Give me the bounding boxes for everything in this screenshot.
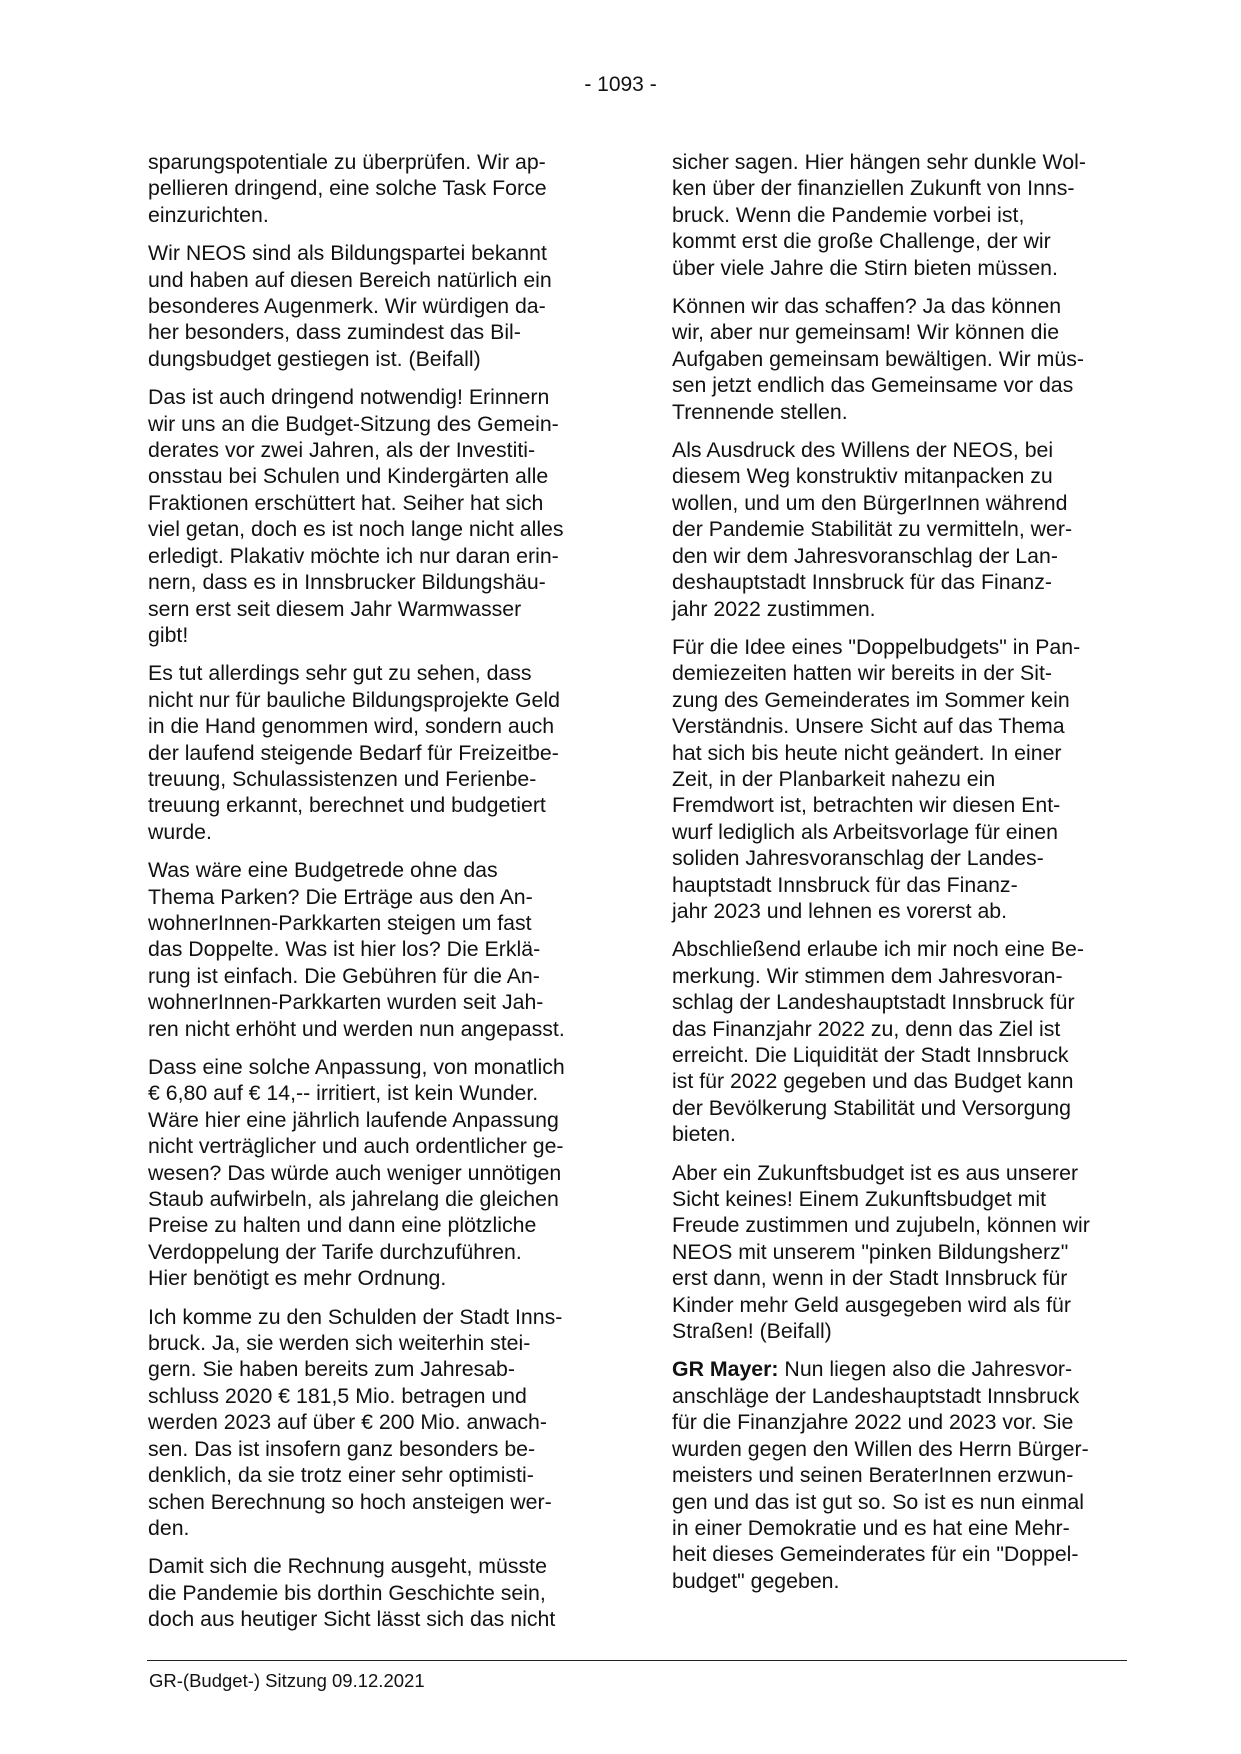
paragraph: Aber ein Zukunftsbudget ist es aus unserer Sicht keines! Einem Zukunftsbudget mit Freude zustimmen und zujubeln, können wir NEOS mit unserem "pinken Bildungsherz" erst dann, wenn in der Stadt Innsbruck für Kinder mehr Geld ausgegeben wird als für Straßen! (Beifall) [672, 1160, 1090, 1344]
paragraph: sicher sagen. Hier hängen sehr dunkle Wol- ken über der finanziellen Zukunft von Inns- bruck. Wenn die Pandemie vorbei ist, kommt erst die große Challenge, der wir über viele Jahre die Stirn bieten müssen. [672, 150, 1086, 280]
paragraph: Es tut allerdings sehr gut zu sehen, dass nicht nur für bauliche Bildungsprojekte Geld in die Hand genommen wird, sondern auch der laufend steigende Bedarf für Freizeitbe- treuung, Schulassistenzen und Ferienbe- treuung erkannt, berechnet und budgetiert wurde. [148, 661, 560, 844]
speech-text: Nun liegen also die Jahresvor- anschläge der Landeshauptstadt Innsbruck für die Finanzjahre 2022 und 2023 vor. Sie wurden gegen den Willen des Herrn Bürger- meisters und seinen BeraterInnen erzwun- gen und das ist gut so. So ist es nun einmal in einer Demokratie und es hat eine Mehr- heit dieses Gemeinderates für ein "Doppel- budget" gegeben. [672, 1357, 1089, 1593]
paragraph: Damit sich die Rechnung ausgeht, müsste die Pandemie bis dorthin Geschichte sein, doch aus heutiger Sicht lässt sich das nicht [148, 1554, 556, 1632]
paragraph: Wir NEOS sind als Bildungspartei bekannt und haben auf diesen Bereich natürlich ein besonderes Augenmerk. Wir würdigen da- her besonders, dass zumindest das Bil- dungsbudget gestiegen ist. (Beifall) [148, 241, 552, 371]
paragraph: Dass eine solche Anpassung, von monatlich € 6,80 auf € 14,-- irritiert, ist kein Wunder. Wäre hier eine jährlich laufende Anpassung nicht verträglicher und auch ordentlicher ge- wesen? Das würde auch weniger unnötigen Staub aufwirbeln, als jahrelang die gleichen Preise zu halten und dann eine plötzliche Verdoppelung der Tarife durchzuführen. Hier benötigt es mehr Ordnung. [148, 1055, 565, 1291]
speech-paragraph [672, 1356, 1124, 1594]
paragraph: Das ist auch dringend notwendig! Erinnern wir uns an die Budget-Sitzung des Gemein- derates vor zwei Jahren, als der Investiti- onsstau bei Schulen und Kindergärten alle Fraktionen erschüttert hat. Seiher hat sich viel getan, doch es ist noch lange nicht alles erledigt. Plakativ möchte ich nur daran erin- nern, dass es in Innsbrucker Bildungshäu- sern erst seit diesem Jahr Warmwasser gibt! [148, 385, 564, 647]
paragraph: sparungspotentiale zu überprüfen. Wir ap- pellieren dringend, eine solche Task Force einzurichten. [148, 150, 547, 227]
speaker-name: GR Mayer: [672, 1357, 779, 1382]
paragraph: Abschließend erlaube ich mir noch eine Be- merkung. Wir stimmen dem Jahresvoran- schlag der Landeshauptstadt Innsbruck für das Finanzjahr 2022 zu, denn das Ziel ist erreicht. Die Liquidität der Stadt Innsbruck ist für 2022 gegeben und das Budget kann der Bevölkerung Stabilität und Versorgung bieten. [672, 937, 1084, 1147]
paragraph: Was wäre eine Budgetrede ohne das Thema Parken? Die Erträge aus den An- wohnerInnen-Parkkarten steigen um fast das Doppelte. Was ist hier los? Die Erklä- rung ist einfach. Die Gebühren für die An- wohnerInnen-Parkkarten wurden seit Jah- ren nicht erhöht und werden nun angepasst. [148, 858, 565, 1041]
paragraph: Als Ausdruck des Willens der NEOS, bei diesem Weg konstruktiv mitanpacken zu wollen, und um den BürgerInnen während der Pandemie Stabilität zu vermitteln, wer- den wir dem Jahresvoranschlag der Lan- deshauptstadt Innsbruck für das Finanz- jahr 2022 zustimmen. [672, 438, 1073, 621]
paragraph: Können wir das schaffen? Ja das können wir, aber nur gemeinsam! Wir können die Aufgaben gemeinsam bewältigen. Wir müs- sen jetzt endlich das Gemeinsame vor das Trennende stellen. [672, 294, 1084, 424]
paragraph: Ich komme zu den Schulden der Stadt Inns- bruck. Ja, sie werden sich weiterhin stei- gern. Sie haben bereits zum Jahresab- schluss 2020 € 181,5 Mio. betragen und werden 2023 auf über € 200 Mio. anwach- sen. Das ist insofern ganz besonders be- denklich, da sie trotz einer sehr optimisti- schen Berechnung so hoch ansteigen wer- den. [148, 1304, 563, 1540]
right-column [672, 149, 1124, 1606]
left-column [148, 149, 600, 1645]
paragraph: Für die Idee eines "Doppelbudgets" in Pan- demiezeiten hatten wir bereits in der Sit- zung des Gemeinderates im Sommer kein Verständnis. Unsere Sicht auf das Thema hat sich bis heute nicht geändert. In einer Zeit, in der Planbarkeit nahezu ein Fremdwort ist, betrachten wir diesen Ent- wurf lediglich als Arbeitsvorlage für einen soliden Jahresvoranschlag der Landes- hauptstadt Innsbruck für das Finanz- jahr 2023 und lehnen es vorerst ab. [672, 634, 1081, 923]
footer-divider [147, 1660, 1127, 1661]
footer-session-label: GR-(Budget-) Sitzung 09.12.2021 [149, 1670, 425, 1691]
page-number: - 1093 - [584, 73, 657, 96]
